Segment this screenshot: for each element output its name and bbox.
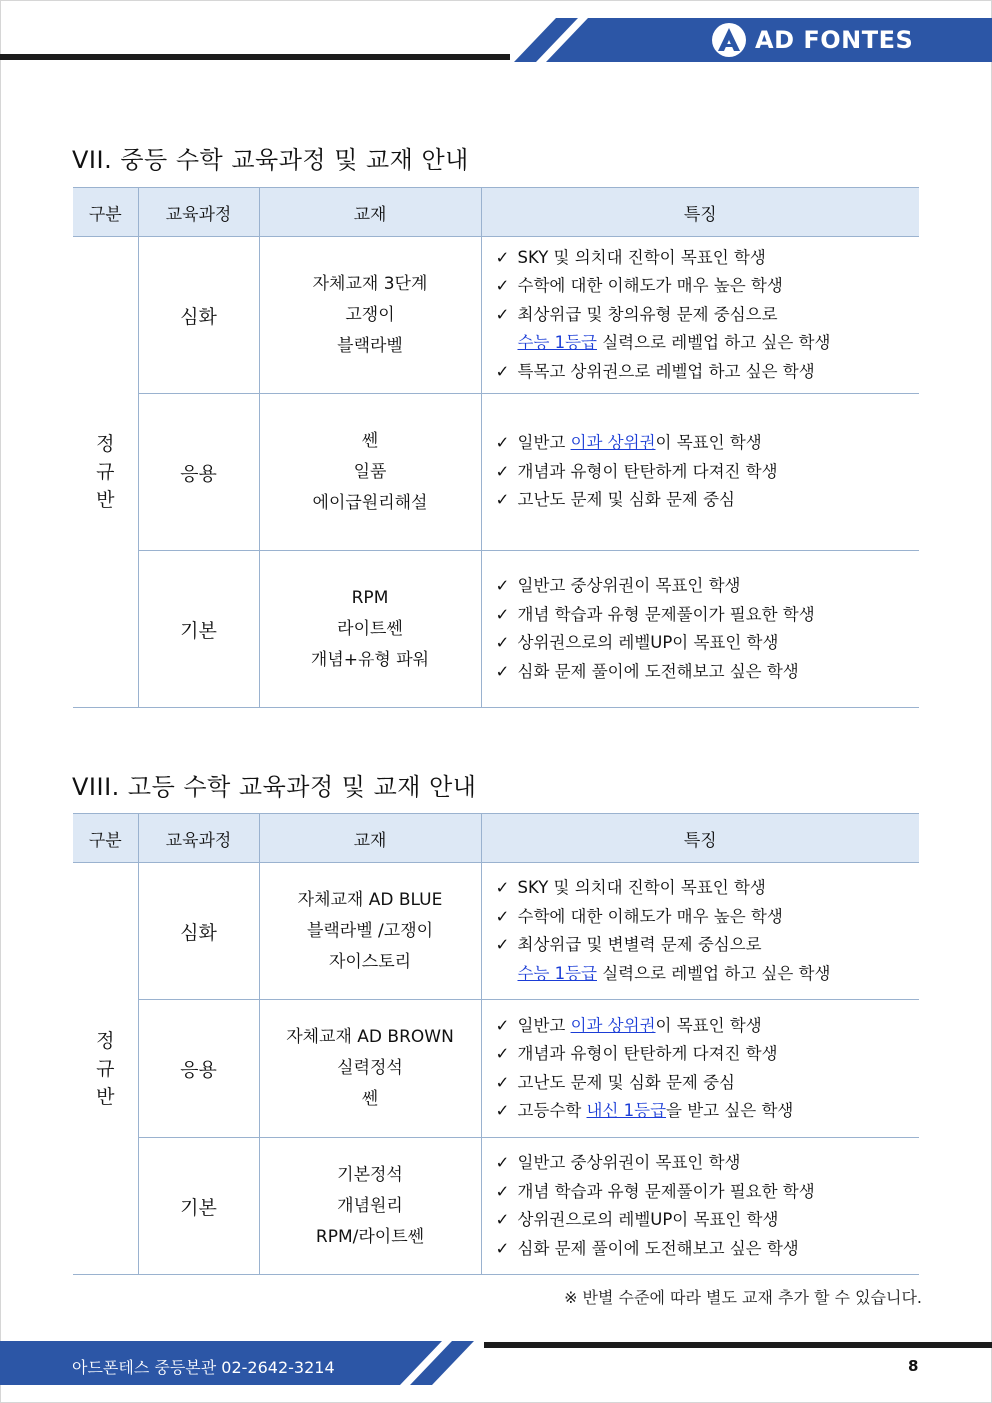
books-cell <box>259 237 481 394</box>
feature-item <box>496 329 920 358</box>
feature-item <box>496 272 920 301</box>
feature-item <box>496 960 920 989</box>
book-title: RPM/라이트쎈 <box>315 1226 425 1247</box>
book-title: 개념원리 <box>337 1195 403 1216</box>
feature-item <box>496 458 920 487</box>
books-cell <box>259 394 481 551</box>
course-cell: 심화 <box>138 237 259 394</box>
col-header-books: 교재 <box>259 814 481 863</box>
check-icon: ✓ <box>495 304 510 324</box>
feature-item <box>496 1097 920 1126</box>
feature-text: 개념 학습과 유형 문제풀이가 필요한 학생 <box>517 1181 815 1201</box>
features-cell <box>481 551 919 708</box>
feature-item <box>496 1178 920 1207</box>
highlight-text: 수능 1등급 <box>517 333 597 353</box>
check-icon: ✓ <box>495 1181 510 1201</box>
book-title: RPM <box>351 587 389 608</box>
feature-text: 수학에 대한 이해도가 매우 높은 학생 <box>517 906 783 926</box>
highlight-text: 이과 상위권 <box>570 1015 656 1035</box>
footnote: ※ 반별 수준에 따라 별도 교재 추가 할 수 있습니다. <box>564 1288 922 1307</box>
category-char: 정 <box>96 1029 115 1052</box>
feature-text: 최상위급 및 변별력 문제 중심으로 <box>517 935 762 954</box>
footer-contact: 아드폰테스 중등본관 02-2642-3214 <box>72 1358 335 1377</box>
check-icon: ✓ <box>495 433 510 453</box>
check-icon: ✓ <box>495 1072 510 1092</box>
feature-list <box>496 572 920 686</box>
table-header-row <box>73 814 919 863</box>
feature-item <box>496 1012 920 1041</box>
books-cell <box>259 551 481 708</box>
book-title: 자체교재 AD BROWN <box>286 1027 454 1047</box>
feature-item <box>496 486 920 515</box>
check-icon: ✓ <box>495 576 510 595</box>
feature-item <box>496 1149 920 1178</box>
book-title: 블랙라벨 /고쟁이 <box>306 920 434 941</box>
brand-name: AD FONTES <box>755 26 914 54</box>
feature-text: 수학에 대한 이해도가 매우 높은 학생 <box>517 276 783 296</box>
features-cell <box>481 1000 919 1138</box>
book-title: 개념+유형 파워 <box>310 649 430 670</box>
book-title: 고쟁이 <box>345 304 395 325</box>
book-title: 쎈 <box>361 430 379 451</box>
book-title: 쎈 <box>361 1089 379 1109</box>
feature-item <box>496 931 920 960</box>
features-cell <box>481 237 919 394</box>
course-cell: 기본 <box>138 551 259 708</box>
feature-item <box>496 1235 920 1264</box>
feature-text: 최상위급 및 창의유형 문제 중심으로 <box>517 304 778 324</box>
books-cell <box>259 863 481 1000</box>
book-title: 자체교재 AD BLUE <box>297 889 443 910</box>
feature-text: 심화 문제 풀이에 도전해보고 싶은 학생 <box>517 1238 799 1258</box>
check-icon: ✓ <box>495 604 510 624</box>
course-cell: 기본 <box>138 1138 259 1275</box>
course-cell: 심화 <box>138 863 259 1000</box>
logo-mark-icon <box>711 22 747 58</box>
books-cell <box>259 1138 481 1275</box>
feature-text: 개념과 유형이 탄탄하게 다져진 학생 <box>517 1044 778 1063</box>
brand-logo <box>711 22 913 58</box>
check-icon: ✓ <box>495 935 510 954</box>
page-number: 8 <box>908 1357 919 1375</box>
book-title: 실력정석 <box>337 1058 403 1078</box>
category-char: 규 <box>96 461 115 483</box>
section-title: VII. 중등 수학 교육과정 및 교재 안내 <box>72 146 469 174</box>
book-title: 자이스토리 <box>328 951 412 972</box>
col-header-course: 교육과정 <box>138 814 259 863</box>
table-header-row <box>73 188 919 237</box>
check-icon: ✓ <box>495 1015 510 1035</box>
book-title: 블랙라벨 <box>337 335 403 356</box>
category-cell <box>73 863 138 1275</box>
feature-item <box>496 572 920 601</box>
table-row <box>73 237 919 394</box>
book-title: 자체교재 3단계 <box>312 273 428 294</box>
check-icon: ✓ <box>495 461 510 481</box>
check-icon: ✓ <box>495 490 510 510</box>
feature-item <box>496 629 920 658</box>
feature-list <box>496 244 920 387</box>
feature-text: 개념 학습과 유형 문제풀이가 필요한 학생 <box>517 604 815 624</box>
table-row <box>73 394 919 551</box>
col-header-books: 교재 <box>259 188 481 237</box>
book-title: 기본정석 <box>337 1164 403 1185</box>
col-header-features: 특징 <box>481 814 919 863</box>
check-icon: ✓ <box>495 247 510 267</box>
check-icon: ✓ <box>495 906 510 926</box>
feature-text: 이 목표인 학생 <box>655 1015 762 1035</box>
check-icon: ✓ <box>495 633 510 652</box>
feature-item <box>496 601 920 630</box>
check-icon: ✓ <box>495 1101 510 1120</box>
table-row <box>73 1000 919 1138</box>
feature-text: 일반고 <box>517 433 571 453</box>
book-title: 일품 <box>353 461 387 482</box>
feature-text: 고난도 문제 및 심화 문제 중심 <box>517 1072 735 1092</box>
category-char: 반 <box>96 489 115 511</box>
feature-item <box>496 1040 920 1069</box>
check-icon: ✓ <box>495 1210 510 1229</box>
check-icon: ✓ <box>495 661 510 681</box>
feature-text: 상위권으로의 레벨UP이 목표인 학생 <box>517 1210 779 1229</box>
feature-text: 고등수학 <box>517 1101 587 1120</box>
feature-text: 고난도 문제 및 심화 문제 중심 <box>517 490 735 510</box>
features-cell <box>481 394 919 551</box>
category-cell <box>73 237 138 708</box>
feature-list <box>496 1149 920 1263</box>
check-icon: ✓ <box>495 878 510 897</box>
curriculum-table-high <box>73 813 919 1275</box>
feature-list <box>496 1012 920 1126</box>
feature-item <box>496 658 920 687</box>
curriculum-table-middle <box>73 187 919 708</box>
feature-text: 상위권으로의 레벨UP이 목표인 학생 <box>517 633 779 652</box>
section-title: VIII. 고등 수학 교육과정 및 교재 안내 <box>72 773 477 801</box>
check-icon: ✓ <box>495 1153 510 1172</box>
highlight-text: 이과 상위권 <box>570 433 656 453</box>
feature-item <box>496 429 920 458</box>
col-header-category: 구분 <box>73 188 138 237</box>
feature-text: 특목고 상위권으로 레벨업 하고 싶은 학생 <box>517 361 815 381</box>
highlight-text: 내신 1등급 <box>586 1101 667 1120</box>
feature-item <box>496 874 920 903</box>
feature-text: 일반고 중상위권이 목표인 학생 <box>517 1153 741 1172</box>
course-cell: 응용 <box>138 394 259 551</box>
feature-text: 개념과 유형이 탄탄하게 다져진 학생 <box>517 461 778 481</box>
feature-text: SKY 및 의치대 진학이 목표인 학생 <box>517 247 766 267</box>
book-title: 라이트쎈 <box>337 618 403 639</box>
feature-text: SKY 및 의치대 진학이 목표인 학생 <box>517 878 766 897</box>
table-row <box>73 1138 919 1275</box>
feature-text: 일반고 중상위권이 목표인 학생 <box>517 576 741 595</box>
book-title: 에이급원리해설 <box>312 492 428 513</box>
highlight-text: 수능 1등급 <box>517 963 597 983</box>
feature-item <box>496 301 920 330</box>
category-char: 반 <box>96 1085 115 1108</box>
col-header-category: 구분 <box>73 814 138 863</box>
feature-list <box>496 429 920 515</box>
feature-text: 실력으로 레벨업 하고 싶은 학생 <box>597 963 831 983</box>
category-char: 정 <box>96 433 115 455</box>
col-header-features: 특징 <box>481 188 919 237</box>
feature-text: 심화 문제 풀이에 도전해보고 싶은 학생 <box>517 661 799 681</box>
course-cell: 응용 <box>138 1000 259 1138</box>
feature-item <box>496 1206 920 1235</box>
check-icon: ✓ <box>495 1238 510 1258</box>
feature-text: 실력으로 레벨업 하고 싶은 학생 <box>597 333 831 353</box>
feature-text: 을 받고 싶은 학생 <box>666 1101 794 1120</box>
feature-item <box>496 1069 920 1098</box>
col-header-course: 교육과정 <box>138 188 259 237</box>
feature-list <box>496 874 920 988</box>
check-icon: ✓ <box>495 361 510 381</box>
table-row <box>73 863 919 1000</box>
feature-item <box>496 244 920 273</box>
features-cell <box>481 863 919 1000</box>
feature-item <box>496 358 920 387</box>
feature-item <box>496 903 920 932</box>
feature-text: 이 목표인 학생 <box>655 433 762 453</box>
footer-rule <box>484 1342 992 1348</box>
feature-text: 일반고 <box>517 1015 571 1035</box>
books-cell <box>259 1000 481 1138</box>
category-char: 규 <box>96 1057 115 1080</box>
features-cell <box>481 1138 919 1275</box>
check-icon: ✓ <box>495 1044 510 1063</box>
table-row <box>73 551 919 708</box>
check-icon: ✓ <box>495 276 510 296</box>
